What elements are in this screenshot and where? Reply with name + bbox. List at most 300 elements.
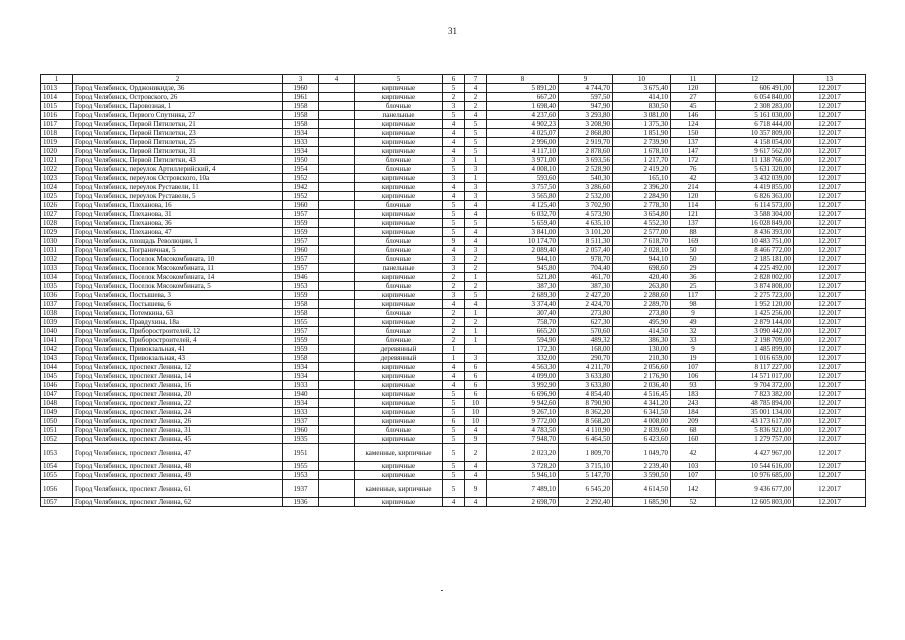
header-cell: 4 <box>319 75 355 84</box>
total-area-cell: 4 099,00 <box>487 372 559 381</box>
row-number-cell: 1029 <box>41 228 73 237</box>
year-built-cell: 1960 <box>283 84 319 93</box>
year-built-cell: 1957 <box>283 210 319 219</box>
address-cell: Город Челябинск, Первой Пятилетки, 23 <box>73 129 283 138</box>
table-row <box>41 147 866 156</box>
address-cell: Город Челябинск, проспект Ленина, 16 <box>73 381 283 390</box>
year-built-cell: 1959 <box>283 336 319 345</box>
table-row <box>41 84 866 93</box>
wall-material-cell: кирпичные <box>355 417 443 426</box>
wall-material-cell: блочные <box>355 336 443 345</box>
living-area-cell: 1 809,70 <box>559 444 613 462</box>
floors-cell: 2 <box>443 318 465 327</box>
cost-cell: 3 874 808,00 <box>716 282 794 291</box>
residential-area-cell: 273,80 <box>613 309 671 318</box>
total-area-cell: 2 996,00 <box>487 138 559 147</box>
deadline-cell: 12.2017 <box>794 246 866 255</box>
cost-cell: 6 718 444,00 <box>716 120 794 129</box>
year-reconstructed-cell <box>319 435 355 444</box>
living-area-cell: 8 362,20 <box>559 408 613 417</box>
total-area-cell: 593,60 <box>487 174 559 183</box>
year-built-cell: 1934 <box>283 363 319 372</box>
address-cell: Город Челябинск, Привокзальная, 43 <box>73 354 283 363</box>
table-row <box>41 444 866 462</box>
deadline-cell: 12.2017 <box>794 84 866 93</box>
year-built-cell: 1936 <box>283 498 319 507</box>
year-reconstructed-cell <box>319 345 355 354</box>
floors-cell: 5 <box>443 471 465 480</box>
year-reconstructed-cell <box>319 480 355 498</box>
address-cell: Город Челябинск, проспект Ленина, 14 <box>73 372 283 381</box>
year-reconstructed-cell <box>319 219 355 228</box>
address-cell: Город Челябинск, проспект Ленина, 47 <box>73 444 283 462</box>
year-reconstructed-cell <box>319 120 355 129</box>
living-area-cell: 4 211,70 <box>559 363 613 372</box>
table-row <box>41 156 866 165</box>
floors-cell: 4 <box>443 192 465 201</box>
floors-cell: 3 <box>443 255 465 264</box>
table-row <box>41 291 866 300</box>
total-area-cell: 4 025,07 <box>487 129 559 138</box>
deadline-cell: 12.2017 <box>794 282 866 291</box>
residents-cell: 9 <box>671 309 716 318</box>
wall-material-cell: кирпичные <box>355 390 443 399</box>
total-area-cell: 5 891,20 <box>487 84 559 93</box>
header-cell: 8 <box>487 75 559 84</box>
header-cell: 6 <box>443 75 465 84</box>
wall-material-cell: кирпичные <box>355 183 443 192</box>
floors-cell: 4 <box>443 183 465 192</box>
residents-cell: 42 <box>671 174 716 183</box>
residential-area-cell: 2 028,10 <box>613 246 671 255</box>
total-area-cell: 3 841,00 <box>487 228 559 237</box>
living-area-cell: 570,60 <box>559 327 613 336</box>
deadline-cell: 12.2017 <box>794 219 866 228</box>
floors-cell: 5 <box>443 399 465 408</box>
address-cell: Город Челябинск, площадь Революции, 1 <box>73 237 283 246</box>
entrances-cell: 3 <box>465 192 487 201</box>
floors-cell: 5 <box>443 111 465 120</box>
year-built-cell: 1950 <box>283 156 319 165</box>
table-row <box>41 237 866 246</box>
header-cell: 13 <box>794 75 866 84</box>
row-number-cell: 1042 <box>41 345 73 354</box>
row-number-cell: 1054 <box>41 462 73 471</box>
total-area-cell: 3 374,40 <box>487 300 559 309</box>
year-built-cell: 1937 <box>283 417 319 426</box>
year-reconstructed-cell <box>319 336 355 345</box>
year-built-cell: 1957 <box>283 237 319 246</box>
residents-cell: 142 <box>671 480 716 498</box>
year-reconstructed-cell <box>319 84 355 93</box>
year-built-cell: 1959 <box>283 345 319 354</box>
deadline-cell: 12.2017 <box>794 417 866 426</box>
wall-material-cell: кирпичные <box>355 291 443 300</box>
cost-cell: 4 158 054,00 <box>716 138 794 147</box>
wall-material-cell: кирпичные <box>355 210 443 219</box>
floors-cell: 5 <box>443 480 465 498</box>
residents-cell: 68 <box>671 426 716 435</box>
residents-cell: 9 <box>671 345 716 354</box>
year-reconstructed-cell <box>319 300 355 309</box>
living-area-cell: 2 528,90 <box>559 165 613 174</box>
row-number-cell: 1056 <box>41 480 73 498</box>
address-cell: Город Челябинск, проспект Ленина, 31 <box>73 426 283 435</box>
year-built-cell: 1953 <box>283 282 319 291</box>
entrances-cell: 4 <box>465 210 487 219</box>
residents-cell: 120 <box>671 192 716 201</box>
wall-material-cell: кирпичные <box>355 192 443 201</box>
wall-material-cell: блочные <box>355 165 443 174</box>
address-cell: Город Челябинск, Привокзальная, 41 <box>73 345 283 354</box>
deadline-cell: 12.2017 <box>794 111 866 120</box>
deadline-cell: 12.2017 <box>794 471 866 480</box>
year-built-cell: 1935 <box>283 435 319 444</box>
address-cell: Город Челябинск, проспект Ленина, 12 <box>73 363 283 372</box>
cost-cell: 5 161 030,00 <box>716 111 794 120</box>
year-reconstructed-cell <box>319 399 355 408</box>
residential-area-cell: 2 056,60 <box>613 363 671 372</box>
wall-material-cell: кирпичные <box>355 174 443 183</box>
address-cell: Город Челябинск, Первого Спутника, 27 <box>73 111 283 120</box>
cost-cell: 10 483 751,00 <box>716 237 794 246</box>
cost-cell: 4 419 855,00 <box>716 183 794 192</box>
table-row <box>41 183 866 192</box>
entrances-cell: 6 <box>465 381 487 390</box>
year-built-cell: 1958 <box>283 300 319 309</box>
address-cell: Город Челябинск, проспект Ленина, 49 <box>73 471 283 480</box>
row-number-cell: 1021 <box>41 156 73 165</box>
entrances-cell: 1 <box>465 273 487 282</box>
entrances-cell: 4 <box>465 426 487 435</box>
cost-cell: 8 436 393,00 <box>716 228 794 237</box>
total-area-cell: 307,40 <box>487 309 559 318</box>
table-row <box>41 363 866 372</box>
header-cell: 7 <box>465 75 487 84</box>
residential-area-cell: 3 081,00 <box>613 111 671 120</box>
entrances-cell: 2 <box>465 444 487 462</box>
residential-area-cell: 1 049,70 <box>613 444 671 462</box>
living-area-cell: 597,50 <box>559 93 613 102</box>
floors-cell: 4 <box>443 147 465 156</box>
address-cell: Город Челябинск, Паровозная, 1 <box>73 102 283 111</box>
residents-cell: 106 <box>671 372 716 381</box>
deadline-cell: 12.2017 <box>794 255 866 264</box>
wall-material-cell: блочные <box>355 327 443 336</box>
row-number-cell: 1039 <box>41 318 73 327</box>
cost-cell: 10 976 685,00 <box>716 471 794 480</box>
entrances-cell: 5 <box>465 219 487 228</box>
deadline-cell: 12.2017 <box>794 165 866 174</box>
entrances-cell: 3 <box>465 354 487 363</box>
row-number-cell: 1041 <box>41 336 73 345</box>
deadline-cell: 12.2017 <box>794 345 866 354</box>
floors-cell: 4 <box>443 381 465 390</box>
floors-cell: 2 <box>443 336 465 345</box>
living-area-cell: 290,70 <box>559 354 613 363</box>
residential-area-cell: 1 685,90 <box>613 498 671 507</box>
table-row <box>41 372 866 381</box>
row-number-cell: 1047 <box>41 390 73 399</box>
living-area-cell: 6 545,20 <box>559 480 613 498</box>
address-cell: Город Челябинск, Орджоникидзе, 36 <box>73 84 283 93</box>
address-cell: Город Челябинск, Плеханова, 36 <box>73 219 283 228</box>
living-area-cell: 2 532,00 <box>559 192 613 201</box>
cost-cell: 12 605 803,00 <box>716 498 794 507</box>
table-row <box>41 165 866 174</box>
wall-material-cell: блочные <box>355 237 443 246</box>
residents-cell: 121 <box>671 210 716 219</box>
deadline-cell: 12.2017 <box>794 318 866 327</box>
year-built-cell: 1959 <box>283 228 319 237</box>
year-reconstructed-cell <box>319 381 355 390</box>
cost-cell: 14 571 017,00 <box>716 372 794 381</box>
living-area-cell: 2 427,20 <box>559 291 613 300</box>
year-reconstructed-cell <box>319 129 355 138</box>
table-row <box>41 336 866 345</box>
deadline-cell: 12.2017 <box>794 156 866 165</box>
year-built-cell: 1959 <box>283 291 319 300</box>
total-area-cell: 4 008,10 <box>487 165 559 174</box>
year-built-cell: 1958 <box>283 102 319 111</box>
deadline-cell: 12.2017 <box>794 408 866 417</box>
total-area-cell: 3 565,80 <box>487 192 559 201</box>
deadline-cell: 12.2017 <box>794 192 866 201</box>
residential-area-cell: 1 375,30 <box>613 120 671 129</box>
residential-area-cell: 495,90 <box>613 318 671 327</box>
floors-cell: 3 <box>443 174 465 183</box>
table-row <box>41 381 866 390</box>
cost-cell: 3 432 039,00 <box>716 174 794 183</box>
entrances-cell: 4 <box>465 201 487 210</box>
year-reconstructed-cell <box>319 417 355 426</box>
table-row <box>41 129 866 138</box>
living-area-cell: 489,32 <box>559 336 613 345</box>
year-reconstructed-cell <box>319 192 355 201</box>
year-built-cell: 1933 <box>283 138 319 147</box>
cost-cell: 5 631 320,00 <box>716 165 794 174</box>
address-cell: Город Челябинск, Первой Пятилетки, 43 <box>73 156 283 165</box>
residents-cell: 93 <box>671 381 716 390</box>
living-area-cell: 387,30 <box>559 282 613 291</box>
year-built-cell: 1951 <box>283 444 319 462</box>
row-number-cell: 1026 <box>41 201 73 210</box>
year-reconstructed-cell <box>319 93 355 102</box>
year-reconstructed-cell <box>319 426 355 435</box>
residents-cell: 124 <box>671 120 716 129</box>
total-area-cell: 4 902,23 <box>487 120 559 129</box>
living-area-cell: 4 744,70 <box>559 84 613 93</box>
year-built-cell: 1934 <box>283 129 319 138</box>
floors-cell: 5 <box>443 390 465 399</box>
residents-cell: 184 <box>671 408 716 417</box>
entrances-cell: 6 <box>465 363 487 372</box>
table-row <box>41 102 866 111</box>
entrances-cell: 5 <box>465 120 487 129</box>
cost-cell: 6 826 363,00 <box>716 192 794 201</box>
row-number-cell: 1034 <box>41 273 73 282</box>
residential-area-cell: 130,00 <box>613 345 671 354</box>
cost-cell: 10 544 616,00 <box>716 462 794 471</box>
wall-material-cell: блочные <box>355 426 443 435</box>
entrances-cell: 1 <box>465 174 487 183</box>
deadline-cell: 12.2017 <box>794 462 866 471</box>
residential-area-cell: 2 419,20 <box>613 165 671 174</box>
total-area-cell: 9 772,00 <box>487 417 559 426</box>
residents-cell: 183 <box>671 390 716 399</box>
table-row <box>41 111 866 120</box>
residential-area-cell: 3 675,40 <box>613 84 671 93</box>
total-area-cell: 4 237,60 <box>487 111 559 120</box>
year-reconstructed-cell <box>319 165 355 174</box>
residents-cell: 243 <box>671 399 716 408</box>
residents-cell: 19 <box>671 354 716 363</box>
header-cell: 10 <box>613 75 671 84</box>
living-area-cell: 8 568,20 <box>559 417 613 426</box>
year-reconstructed-cell <box>319 408 355 417</box>
row-number-cell: 1055 <box>41 471 73 480</box>
year-built-cell: 1955 <box>283 318 319 327</box>
wall-material-cell: блочные <box>355 102 443 111</box>
wall-material-cell: каменные, кирпичные <box>355 444 443 462</box>
residential-area-cell: 420,40 <box>613 273 671 282</box>
cost-cell: 606 491,00 <box>716 84 794 93</box>
page-number: 31 <box>448 26 457 36</box>
residents-cell: 137 <box>671 219 716 228</box>
entrances-cell: 5 <box>465 138 487 147</box>
living-area-cell: 3 633,80 <box>559 381 613 390</box>
deadline-cell: 12.2017 <box>794 390 866 399</box>
row-number-cell: 1036 <box>41 291 73 300</box>
year-reconstructed-cell <box>319 318 355 327</box>
residents-cell: 107 <box>671 471 716 480</box>
cost-cell: 10 357 809,00 <box>716 129 794 138</box>
year-reconstructed-cell <box>319 174 355 183</box>
cost-cell: 2 879 144,00 <box>716 318 794 327</box>
living-area-cell: 3 693,56 <box>559 156 613 165</box>
residential-area-cell: 2 036,40 <box>613 381 671 390</box>
residents-cell: 169 <box>671 237 716 246</box>
wall-material-cell: кирпичные <box>355 228 443 237</box>
year-reconstructed-cell <box>319 471 355 480</box>
deadline-cell: 12.2017 <box>794 147 866 156</box>
residential-area-cell: 2 239,40 <box>613 462 671 471</box>
table-row <box>41 327 866 336</box>
total-area-cell: 2 023,20 <box>487 444 559 462</box>
residential-area-cell: 4 516,45 <box>613 390 671 399</box>
table-row <box>41 264 866 273</box>
year-built-cell: 1952 <box>283 174 319 183</box>
total-area-cell: 7 948,70 <box>487 435 559 444</box>
floors-cell: 4 <box>443 246 465 255</box>
deadline-cell: 12.2017 <box>794 336 866 345</box>
total-area-cell: 3 728,20 <box>487 462 559 471</box>
address-cell: Город Челябинск, переулок Руставели, 11 <box>73 183 283 192</box>
table-row <box>41 120 866 129</box>
table-row <box>41 435 866 444</box>
address-cell: Город Челябинск, Островского, 26 <box>73 93 283 102</box>
living-area-cell: 461,70 <box>559 273 613 282</box>
wall-material-cell: блочные <box>355 201 443 210</box>
wall-material-cell: кирпичные <box>355 435 443 444</box>
table-row <box>41 282 866 291</box>
address-cell: Город Челябинск, проспект Ленина, 20 <box>73 390 283 399</box>
address-cell: Город Челябинск, проспект Ленина, 61 <box>73 480 283 498</box>
row-number-cell: 1037 <box>41 300 73 309</box>
living-area-cell: 4 635,10 <box>559 219 613 228</box>
total-area-cell: 594,90 <box>487 336 559 345</box>
year-built-cell: 1934 <box>283 372 319 381</box>
floors-cell: 5 <box>443 435 465 444</box>
residential-area-cell: 414,50 <box>613 327 671 336</box>
total-area-cell: 9 267,10 <box>487 408 559 417</box>
total-area-cell: 2 689,30 <box>487 291 559 300</box>
residents-cell: 103 <box>671 462 716 471</box>
residential-area-cell: 830,50 <box>613 102 671 111</box>
total-area-cell: 387,30 <box>487 282 559 291</box>
cost-cell: 5 836 921,00 <box>716 426 794 435</box>
row-number-cell: 1038 <box>41 309 73 318</box>
total-area-cell: 4 117,10 <box>487 147 559 156</box>
floors-cell: 4 <box>443 120 465 129</box>
address-cell: Город Челябинск, Поселок Мясокомбината, 11 <box>73 264 283 273</box>
year-reconstructed-cell <box>319 147 355 156</box>
entrances-cell: 6 <box>465 372 487 381</box>
floors-cell: 3 <box>443 156 465 165</box>
column-number-header-row <box>41 75 866 84</box>
entrances-cell: 2 <box>465 102 487 111</box>
total-area-cell: 667,20 <box>487 93 559 102</box>
residents-cell: 146 <box>671 111 716 120</box>
residents-cell: 209 <box>671 417 716 426</box>
wall-material-cell: кирпичные <box>355 93 443 102</box>
residential-area-cell: 414,10 <box>613 93 671 102</box>
table-row <box>41 417 866 426</box>
address-cell: Город Челябинск, проспект Ленина, 26 <box>73 417 283 426</box>
residential-area-cell: 3 590,50 <box>613 471 671 480</box>
residents-cell: 117 <box>671 291 716 300</box>
table-row <box>41 273 866 282</box>
row-number-cell: 1046 <box>41 381 73 390</box>
row-number-cell: 1020 <box>41 147 73 156</box>
floors-cell: 5 <box>443 84 465 93</box>
total-area-cell: 2 089,40 <box>487 246 559 255</box>
entrances-cell: 2 <box>465 318 487 327</box>
address-cell: Город Челябинск, Правдухина, 18а <box>73 318 283 327</box>
year-reconstructed-cell <box>319 156 355 165</box>
deadline-cell: 12.2017 <box>794 399 866 408</box>
floors-cell: 5 <box>443 444 465 462</box>
year-reconstructed-cell <box>319 390 355 399</box>
wall-material-cell: панельные <box>355 264 443 273</box>
wall-material-cell: блочные <box>355 156 443 165</box>
residents-cell: 98 <box>671 300 716 309</box>
total-area-cell: 944,10 <box>487 255 559 264</box>
housing-register-table <box>40 74 866 507</box>
entrances-cell: 6 <box>465 390 487 399</box>
total-area-cell: 172,30 <box>487 345 559 354</box>
cost-cell: 1 279 757,00 <box>716 435 794 444</box>
entrances-cell: 4 <box>465 237 487 246</box>
wall-material-cell: блочные <box>355 255 443 264</box>
residential-area-cell: 944,10 <box>613 255 671 264</box>
residents-cell: 50 <box>671 255 716 264</box>
address-cell: Город Челябинск, проспект Ленина, 62 <box>73 498 283 507</box>
living-area-cell: 4 854,40 <box>559 390 613 399</box>
floors-cell: 9 <box>443 237 465 246</box>
table-row <box>41 390 866 399</box>
address-cell: Город Челябинск, Первой Пятилетки, 25 <box>73 138 283 147</box>
